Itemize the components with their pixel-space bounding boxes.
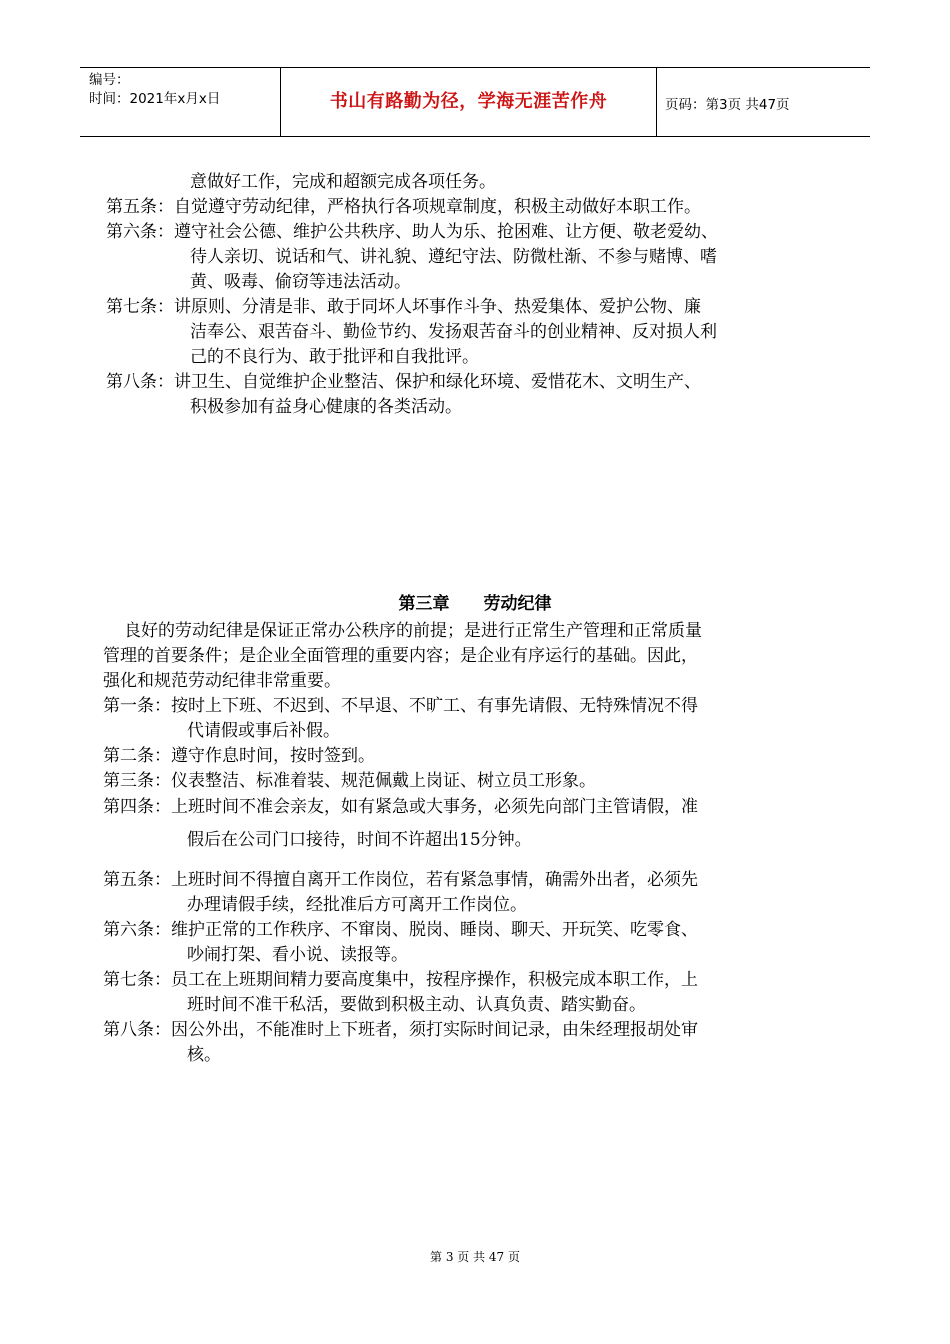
- body-line: 办理请假手续，经批准后方可离开工作岗位。: [187, 895, 527, 915]
- article-line: 第一条：按时上下班、不迟到、不早退、不旷工、有事先请假、无特殊情况不得: [103, 696, 698, 716]
- chapter-number: 第三章: [398, 594, 450, 614]
- body-line: 吵闹打架、看小说、读报等。: [187, 945, 408, 965]
- body-line: 己的不良行为、敢于批评和自我批评。: [190, 347, 479, 367]
- body-line: 班时间不准干私活，要做到积极主动、认真负责、踏实勤奋。: [187, 995, 646, 1015]
- body-line: 黄、吸毒、偷窃等违法活动。: [190, 272, 411, 292]
- intro-line: 管理的首要条件；是企业全面管理的重要内容；是企业有序运行的基础。因此，: [103, 646, 698, 666]
- body-line: 积极参加有益身心健康的各类活动。: [190, 397, 462, 417]
- article-line: 第四条：上班时间不准会亲友，如有紧急或大事务，必须先向部门主管请假，准: [103, 797, 698, 817]
- document-date: 时间：2021年x月x日: [89, 91, 221, 107]
- chapter-heading: [0, 593, 950, 615]
- header-page-cell: [657, 68, 870, 136]
- intro-line: 强化和规范劳动纪律非常重要。: [103, 671, 341, 691]
- body-line: 假后在公司门口接待，时间不许超出15分钟。: [187, 830, 532, 850]
- article-line: 第五条：自觉遵守劳动纪律，严格执行各项规章制度，积极主动做好本职工作。: [106, 197, 701, 217]
- article-line: 第六条：维护正常的工作秩序、不窜岗、脱岗、睡岗、聊天、开玩笑、吃零食、: [103, 920, 698, 940]
- body-line: 意做好工作，完成和超额完成各项任务。: [190, 172, 496, 192]
- article-line: 第八条：讲卫生、自觉维护企业整洁、保护和绿化环境、爱惜花木、文明生产、: [106, 372, 701, 392]
- document-number-label: 编号：: [89, 72, 130, 88]
- article-line: 第六条：遵守社会公德、维护公共秩序、助人为乐、抢困难、让方便、敬老爱幼、: [106, 222, 718, 242]
- header-motto-cell: [281, 68, 657, 136]
- page-footer: 第 3 页 共 47 页: [430, 1250, 520, 1264]
- page-header: [80, 67, 870, 137]
- article-line: 第三条：仪表整洁、标准着装、规范佩戴上岗证、树立员工形象。: [103, 771, 596, 791]
- chapter-title: 劳动纪律: [483, 594, 552, 614]
- body-line: 代请假或事后补假。: [187, 721, 340, 741]
- body-line: 洁奉公、艰苦奋斗、勤俭节约、发扬艰苦奋斗的创业精神、反对损人利: [190, 322, 717, 342]
- body-line: 核。: [187, 1045, 221, 1065]
- header-page-number: 页码：第3页 共47页: [665, 97, 790, 113]
- article-line: 第七条：员工在上班期间精力要高度集中，按程序操作，积极完成本职工作，上: [103, 970, 698, 990]
- header-info-cell: [80, 68, 281, 136]
- article-line: 第八条：因公外出，不能准时上下班者，须打实际时间记录，由朱经理报胡处审: [103, 1020, 698, 1040]
- header-motto: 书山有路勤为径，学海无涯苦作舟: [329, 91, 608, 112]
- article-line: 第五条：上班时间不得擅自离开工作岗位，若有紧急事情，确需外出者，必须先: [103, 870, 698, 890]
- article-line: 第七条：讲原则、分清是非、敢于同坏人坏事作斗争、热爱集体、爱护公物、廉: [106, 297, 701, 317]
- intro-line: 良好的劳动纪律是保证正常办公秩序的前提；是进行正常生产管理和正常质量: [124, 621, 702, 641]
- body-line: 待人亲切、说话和气、讲礼貌、遵纪守法、防微杜渐、不参与赌博、嗜: [190, 247, 717, 267]
- article-line: 第二条：遵守作息时间，按时签到。: [103, 746, 375, 766]
